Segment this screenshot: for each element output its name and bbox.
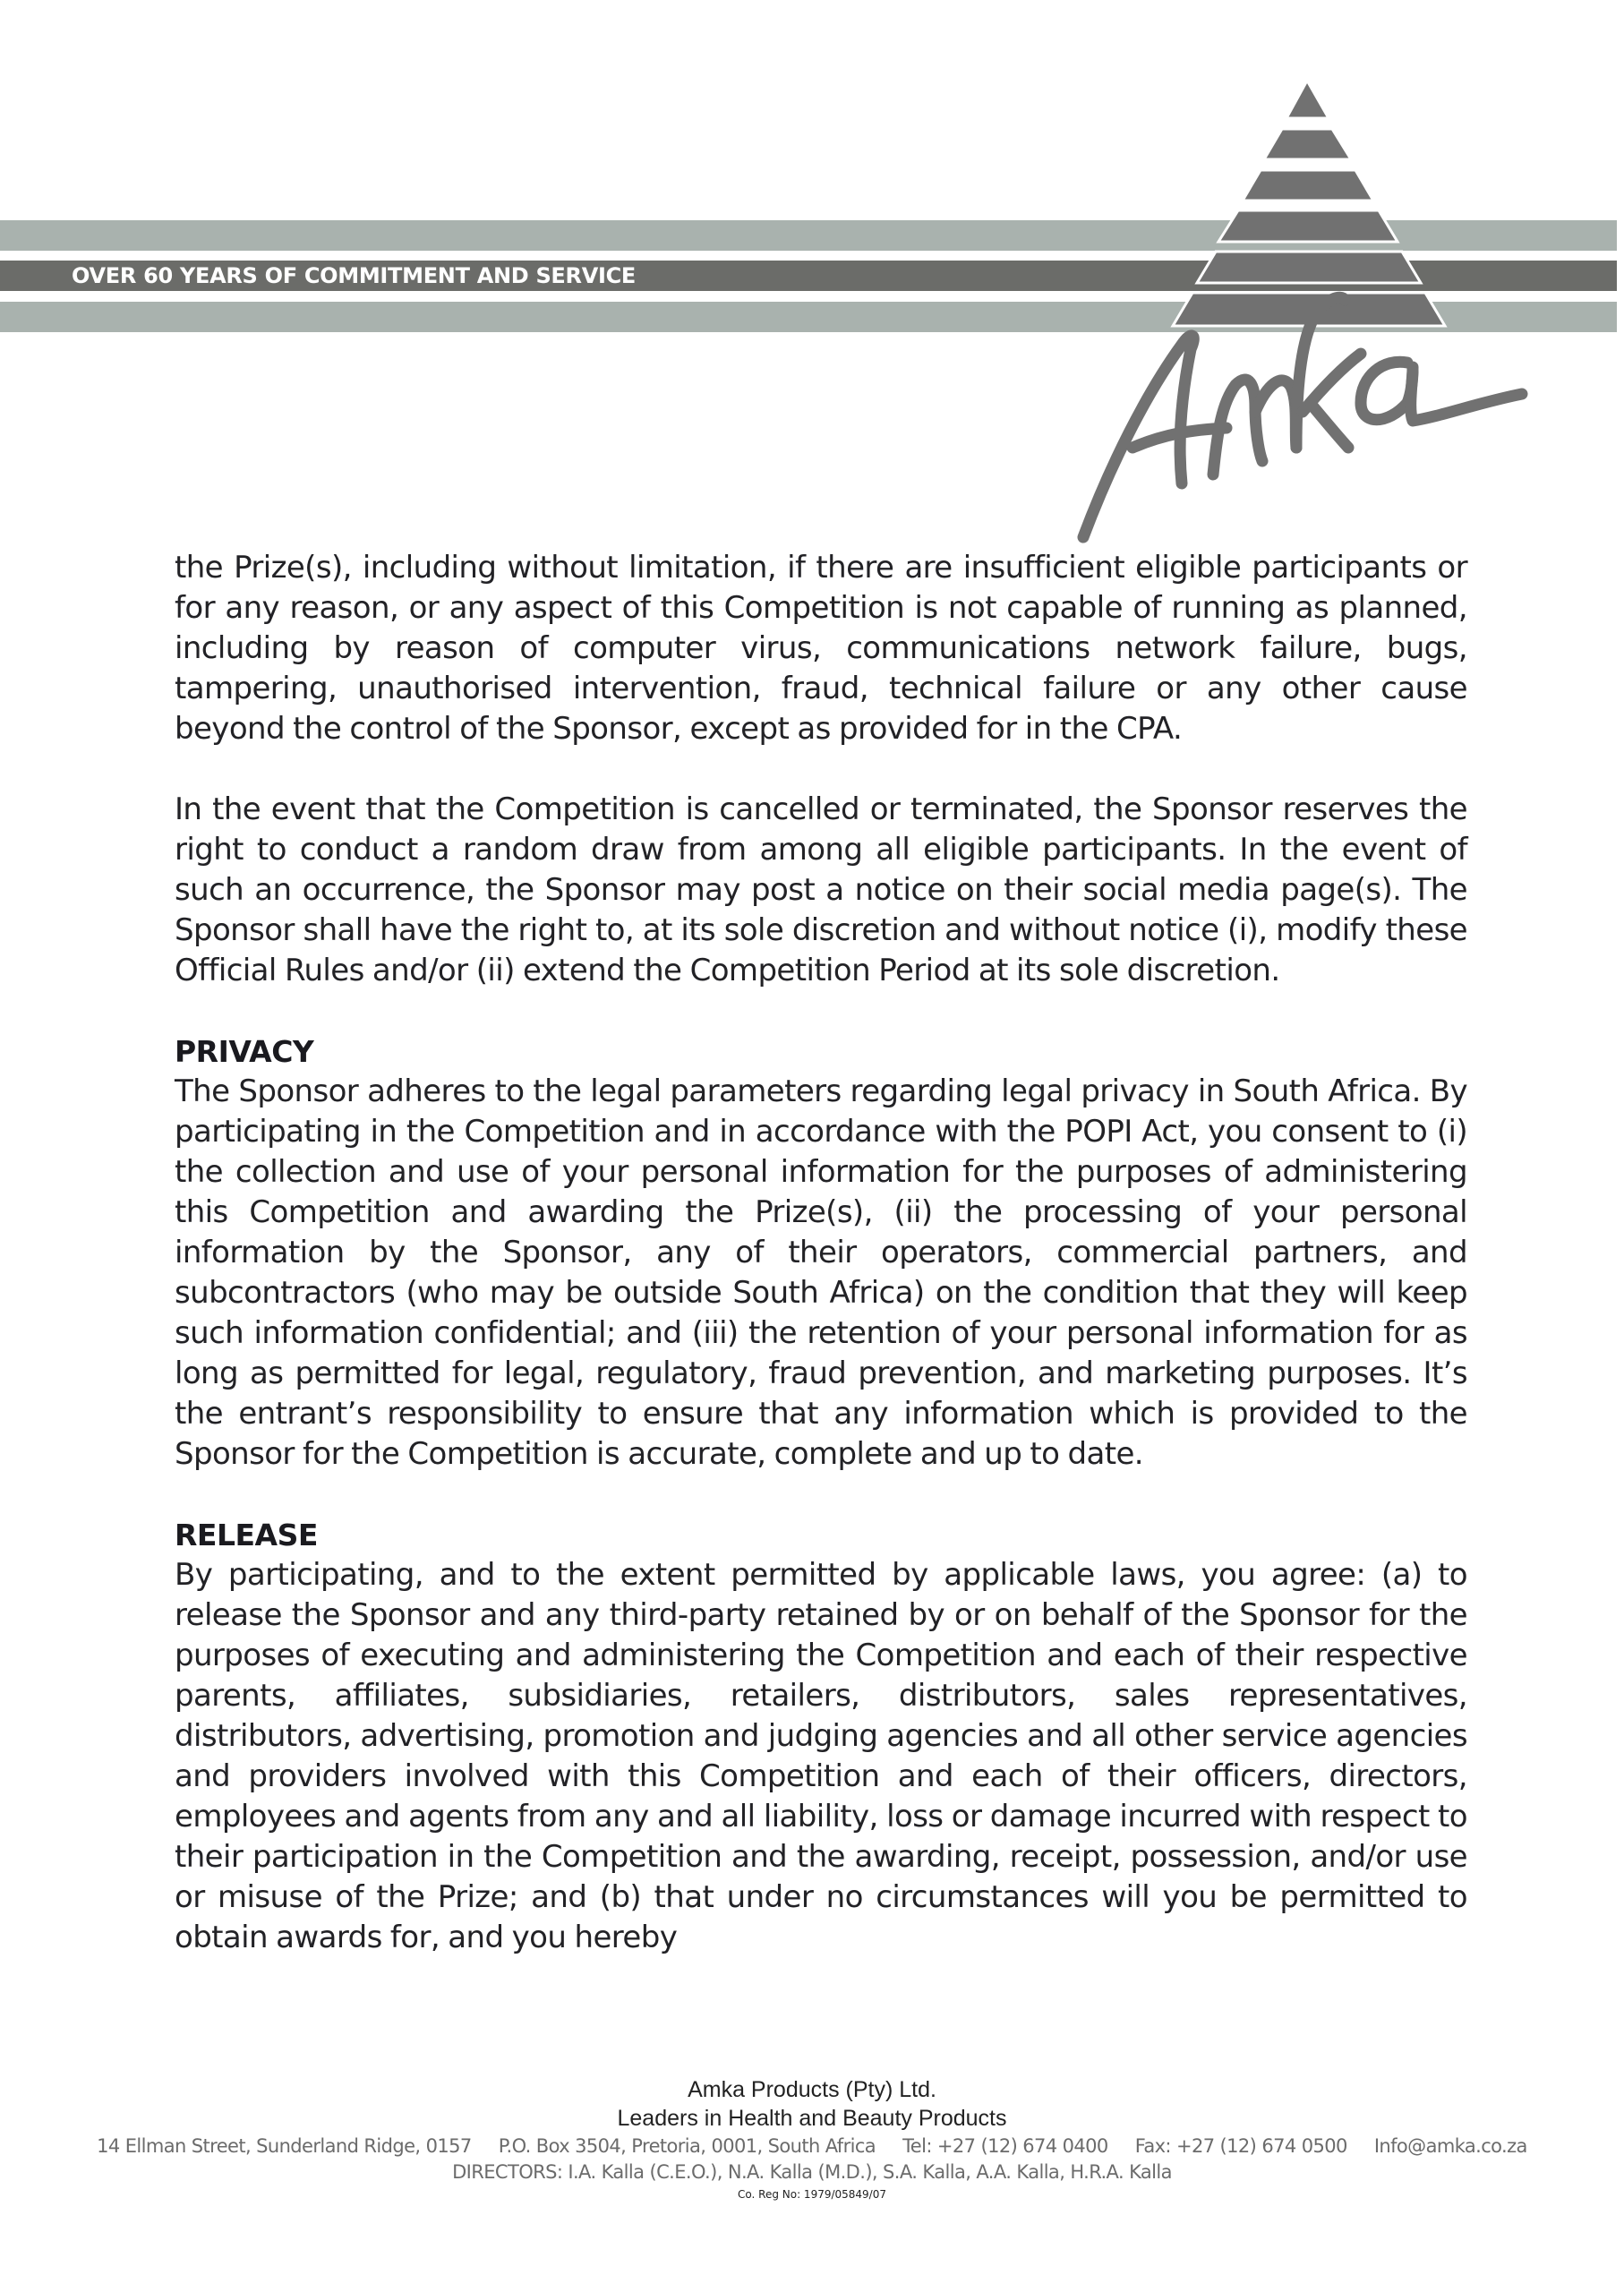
section-heading-release: RELEASE (175, 1518, 318, 1552)
document-body (175, 548, 1467, 1958)
footer-po-box: P.O. Box 3504, Pretoria, 0001, South Africa (498, 2135, 876, 2157)
paragraph-privacy: The Sponsor adheres to the legal parameters regarding legal privacy in South Africa. By participating in the Competition and in accordance with the POPI Act, you consent to (i) the collection and use of your personal information for the purposes of administering this Competition and awarding the Prize(s), (ii) the processing of your personal information by the Sponsor, any of their operators, commercial partners, and subcontractors (who may be outside South Africa) on the condition that they will keep such information confidential; and (iii) the retention of your personal information for as long as permitted for legal, regulatory, fraud prevention, and marketing purposes. It’s the entrant’s responsibility to ensure that any information which is provided to the Sponsor for the Competition is accurate, complete and up to date. (175, 1073, 1467, 1472)
footer-contact-line (0, 2133, 1624, 2159)
pyramid-tier-1 (1286, 81, 1329, 118)
footer-street-address: 14 Ellman Street, Sunderland Ridge, 0157 (97, 2135, 472, 2157)
footer-company-tagline: Leaders in Health and Beauty Products (617, 2106, 1007, 2131)
footer-company-name: Amka Products (Pty) Ltd. (688, 2077, 936, 2102)
amka-script (1083, 297, 1522, 537)
footer-directors: DIRECTORS: I.A. Kalla (C.E.O.), N.A. Kalla (M.D.), S.A. Kalla, A.A. Kalla, H.R.A. Kalla (452, 2161, 1172, 2183)
paragraph-release: By participating, and to the extent permitted by applicable laws, you agree: (a) to release the Sponsor and any third-party retained by or on behalf of the Sponsor for the purposes of executing and administering the Competition and each of their respective parents, affiliates, subsidiaries, retailers, distributors, sales representatives, distributors, advertising, promotion and judging agencies and all other service agencies and providers involved with this Competition and each of their officers, directors, employees and agents from any and all liability, loss or damage incurred with respect to their participation in the Competition and the awarding, receipt, possession, and/or use or misuse of the Prize; and (b) that under no circumstances will you be permitted to obtain awards for, and you hereby (175, 1557, 1467, 1955)
paragraph-cancellation: In the event that the Competition is cancelled or terminated, the Sponsor reserves the right to conduct a random draw from among all eligible participants. In the event of such an occurrence, the Sponsor may post a notice on their social media page(s). The Sponsor shall have the right to, at its sole discretion and without notice (i), modify these Official Rules and/or (ii) extend the Competition Period at its sole discretion. (175, 791, 1467, 988)
header-tagline: OVER 60 YEARS OF COMMITMENT AND SERVICE (72, 263, 637, 288)
pyramid-tier-3 (1243, 170, 1373, 201)
letterhead-footer (0, 2075, 1624, 2204)
footer-registration-number: Co. Reg No: 1979/05849/07 (738, 2188, 886, 2201)
letterhead-header (0, 0, 1624, 555)
section-heading-privacy: PRIVACY (175, 1034, 314, 1069)
paragraph-prize-conditions: the Prize(s), including without limitation, if there are insufficient eligible participants or for any reason, or any aspect of this Competition is not capable of running as planned, including by reason of computer virus, communications network failure, bugs, tampering, unauthorised intervention, fraud, technical failure or any other cause beyond the control of the Sponsor, except as provided for in the CPA. (175, 550, 1467, 747)
pyramid-tier-2 (1264, 129, 1351, 159)
footer-fax: Fax: +27 (12) 674 0500 (1134, 2135, 1347, 2157)
pyramid-icon (1173, 81, 1445, 326)
footer-email-link[interactable]: Info@amka.co.za (1373, 2135, 1527, 2157)
pyramid-tier-4 (1218, 210, 1397, 242)
amka-logo (1056, 54, 1624, 555)
footer-telephone: Tel: +27 (12) 674 0400 (902, 2135, 1108, 2157)
pyramid-tier-5 (1197, 252, 1421, 283)
